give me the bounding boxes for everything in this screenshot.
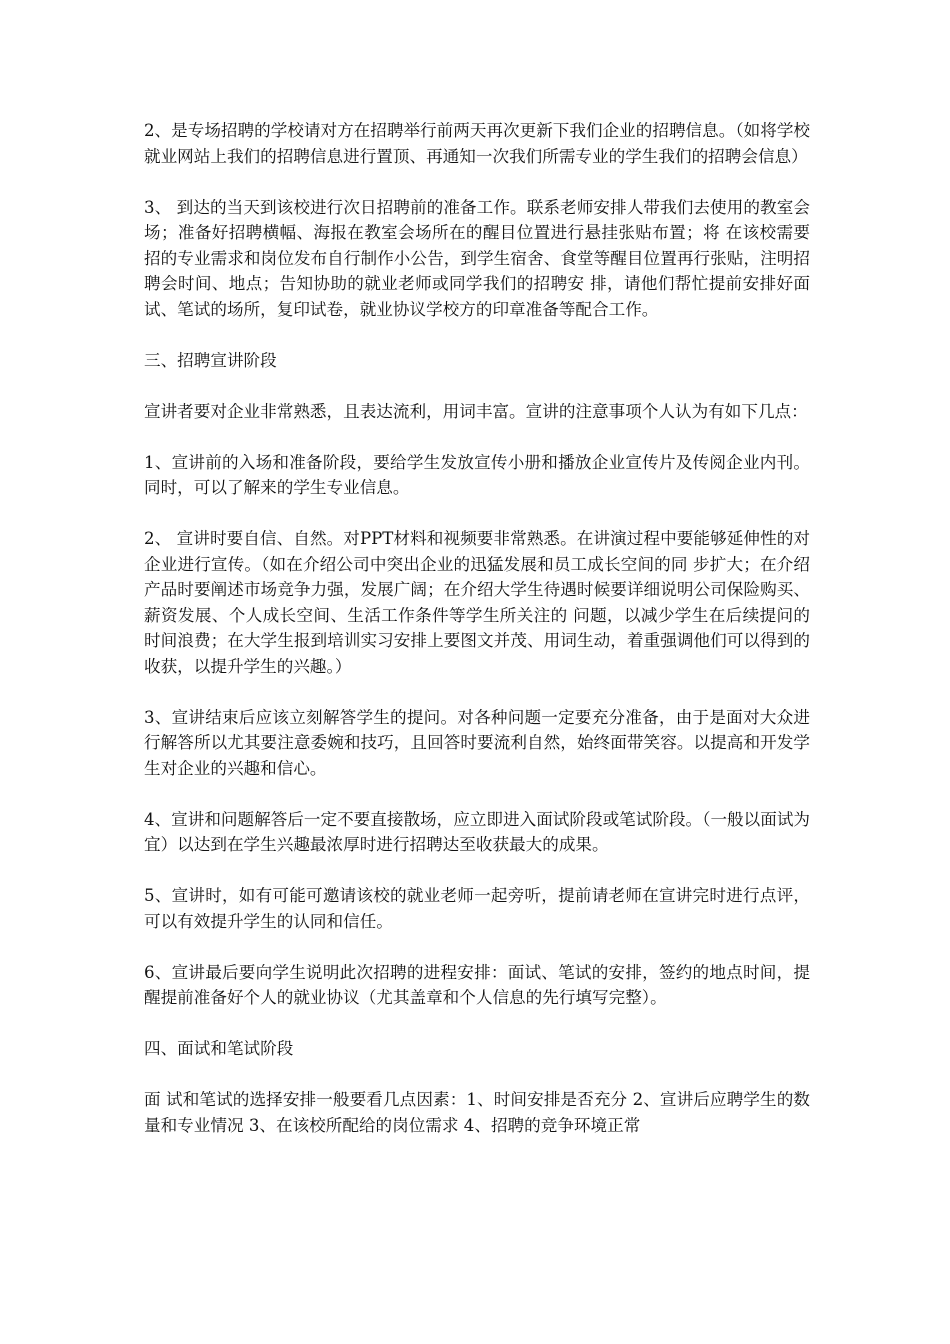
paragraph-presentation-point-2: 2、 宣讲时要自信、自然。对PPT材料和视频要非常熟悉。在讲演过程中要能够延伸性的对企业进行宣传。（如在介绍公司中突出企业的迅猛发展和员工成长空间的同 步扩大；在介绍产品时要阐述市场竞争力强，发展广阔；在介绍大学生待遇时候要详细说明公司保险购买、薪资发展、个人成长空间、生活工作条件等学生所关注的 问题，以减少学生在后续提问的时间浪费；在大学生报到培训实习安排上要图文并茂、用词生动，着重强调他们可以得到的收获，以提升学生的兴趣。） — [144, 529, 810, 676]
section-heading-interview: 四、面试和笔试阶段 — [144, 1039, 294, 1058]
paragraph-presentation-point-1: 1、宣讲前的入场和准备阶段，要给学生发放宣传小册和播放企业宣传片及传阅企业内刊。同时，可以了解来的学生专业信息。 — [144, 452, 810, 497]
paragraph-item-3-preparation: 3、 到达的当天到该校进行次日招聘前的准备工作。联系老师安排人带我们去使用的教室会场；准备好招聘横幅、海报在教室会场所在的醒目位置进行悬挂张贴布置；将 在该校需要招的专业需求和岗位发布自行制作小公告，到学生宿舍、食堂等醒目位置再行张贴，注明招聘会时间、地点；告知协助的就业老师或同学我们的招聘安 排，请他们帮忙提前安排好面试、笔试的场所，复印试卷，就业协议学校方的印章准备等配合工作。 — [144, 197, 810, 319]
paragraph-presentation-point-3: 3、宣讲结束后应该立刻解答学生的提问。对各种问题一定要充分准备，由于是面对大众进行解答所以尤其要注意委婉和技巧，且回答时要流利自然，始终面带笑容。以提高和开发学生对企业的兴趣和信心。 — [144, 707, 810, 778]
paragraph-interview-factors: 面 试和笔试的选择安排一般要看几点因素：1、时间安排是否充分 2、宣讲后应聘学生的数量和专业情况 3、在该校所配给的岗位需求 4、招聘的竞争环境正常 — [144, 1090, 810, 1135]
paragraph-item-2-update-info: 2、是专场招聘的学校请对方在招聘举行前两天再次更新下我们企业的招聘信息。（如将学校就业网站上我们的招聘信息进行置顶、再通知一次我们所需专业的学生我们的招聘会信息） — [144, 121, 811, 166]
paragraph-presenter-intro: 宣讲者要对企业非常熟悉，且表达流利，用词丰富。宣讲的注意事项个人认为有如下几点： — [144, 401, 808, 421]
section-heading-presentation: 三、招聘宣讲阶段 — [144, 350, 277, 370]
paragraph-presentation-point-6: 6、宣讲最后要向学生说明此次招聘的进程安排：面试、笔试的安排，签约的地点时间，提醒提前准备好个人的就业协议（尤其盖章和个人信息的先行填写完整）。 — [144, 962, 810, 1007]
paragraph-presentation-point-5: 5、宣讲时，如有可能可邀请该校的就业老师一起旁听，提前请老师在宣讲完时进行点评，可以有效提升学生的认同和信任。 — [144, 886, 810, 931]
document-page — [144, 118, 810, 1164]
paragraph-presentation-point-4: 4、宣讲和问题解答后一定不要直接散场，应立即进入面试阶段或笔试阶段。（一般以面试为宜）以达到在学生兴趣最浓厚时进行招聘达至收获最大的成果。 — [144, 809, 811, 854]
